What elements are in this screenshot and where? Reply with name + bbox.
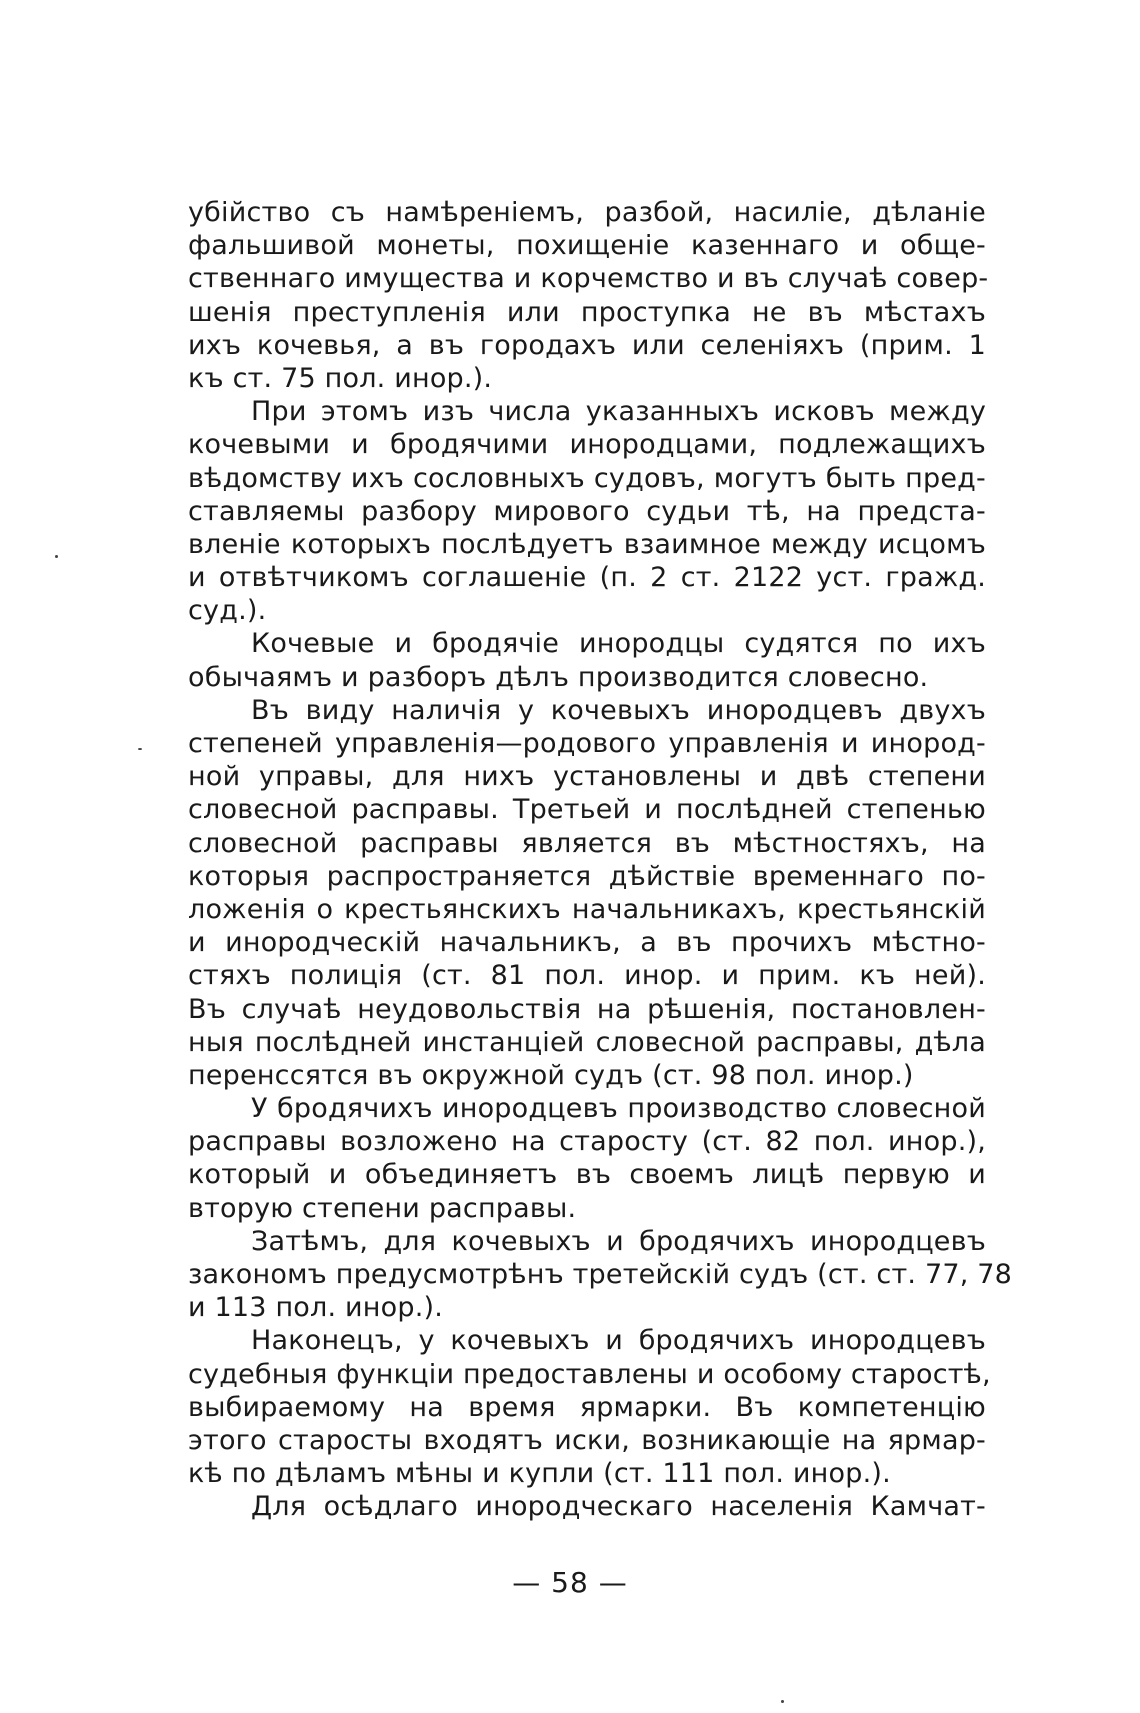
text-line: При этомъ изъ числа указанныхъ исковъ между: [251, 396, 986, 428]
text-line: кѣ по дѣламъ мѣны и купли (ст. 111 пол. инор.).: [188, 1458, 891, 1490]
body-text: [188, 196, 1013, 1524]
scan-speck: [138, 748, 142, 750]
text-line: ныя послѣдней инстанціей словесной расправы, дѣла: [188, 1026, 986, 1058]
text-line: суд.).: [188, 595, 267, 627]
text-line: ной управы, для нихъ установлены и двѣ степени: [188, 761, 986, 793]
text-line: У бродячихъ инородцевъ производство словесной: [251, 1093, 986, 1125]
text-line: ложенія о крестьянскихъ начальникахъ, крестьянскій: [188, 893, 986, 925]
text-line: расправы возложено на старосту (ст. 82 пол. инор.),: [188, 1126, 986, 1158]
text-line: этого старосты входятъ иски, возникающіе на ярмар-: [188, 1424, 986, 1456]
text-line: Для осѣдлаго инородческаго населенія Камчат-: [251, 1491, 986, 1523]
text-line: судебныя функціи предоставлены и особому старостѣ,: [188, 1358, 991, 1390]
text-line: вторую степени расправы.: [188, 1192, 577, 1224]
text-line: Въ случаѣ неудовольствія на рѣшенія, постановлен-: [188, 993, 986, 1025]
text-line: который и объединяетъ въ своемъ лицѣ первую и: [188, 1159, 986, 1191]
text-line: словесной расправы. Третьей и послѣдней степенью: [188, 794, 986, 826]
text-line: убійство съ намѣреніемъ, разбой, насиліе, дѣланіе: [188, 197, 986, 228]
text-line: и отвѣтчикомъ соглашеніе (п. 2 ст. 2122 уст. гражд.: [188, 562, 986, 594]
text-line: къ ст. 75 пол. инор.).: [188, 362, 493, 394]
text-line: перенссятся въ окружной судъ (ст. 98 пол. инор.): [188, 1059, 914, 1091]
text-line: кочевыми и бродячими инородцами, подлежащихъ: [188, 429, 986, 461]
text-line: Наконецъ, у кочевыхъ и бродячихъ инородцевъ: [251, 1325, 986, 1357]
text-line: фальшивой монеты, похищеніе казеннаго и обще-: [188, 230, 986, 262]
scan-speck: [55, 555, 58, 558]
text-line: которыя распространяется дѣйствіе временнаго по-: [188, 860, 986, 892]
text-line: ственнаго имущества и корчемство и въ случаѣ совер-: [188, 263, 989, 295]
text-line: степеней управленія—родового управленія и инород-: [188, 728, 986, 759]
text-line: Затѣмъ, для кочевыхъ и бродячихъ инородцевъ: [251, 1225, 986, 1257]
text-line: ихъ кочевья, а въ городахъ или селеніяхъ (прим. 1: [188, 329, 986, 361]
text-line: стяхъ полиція (ст. 81 пол. инор. и прим. къ ней).: [188, 960, 986, 992]
text-line: Въ виду наличія у кочевыхъ инородцевъ двухъ: [251, 694, 986, 726]
text-line: и инородческій начальникъ, а въ прочихъ мѣстно-: [188, 927, 986, 959]
text-line: закономъ предусмотрѣнъ третейскій судъ (ст. ст. 77, 78: [188, 1259, 1013, 1290]
page-number: — 58 —: [512, 1566, 628, 1599]
text-line: выбираемому на время ярмарки. Въ компетенцію: [188, 1391, 986, 1423]
text-line: словесной расправы является въ мѣстностяхъ, на: [188, 827, 986, 859]
text-line: вѣдомству ихъ сословныхъ судовъ, могутъ быть пред-: [188, 462, 986, 494]
text-line: шенія преступленія или проступка не въ мѣстахъ: [188, 296, 986, 328]
text-line: ставляемы разбору мирового судьи тѣ, на предста-: [188, 495, 986, 527]
text-line: обычаямъ и разборъ дѣлъ производится словесно.: [188, 661, 929, 693]
text-line: вленіе которыхъ послѣдуетъ взаимное между исцомъ: [188, 528, 986, 560]
scan-speck: [781, 1700, 784, 1703]
text-line: Кочевые и бродячіе инородцы судятся по ихъ: [251, 628, 986, 660]
text-line: и 113 пол. инор.).: [188, 1292, 443, 1324]
